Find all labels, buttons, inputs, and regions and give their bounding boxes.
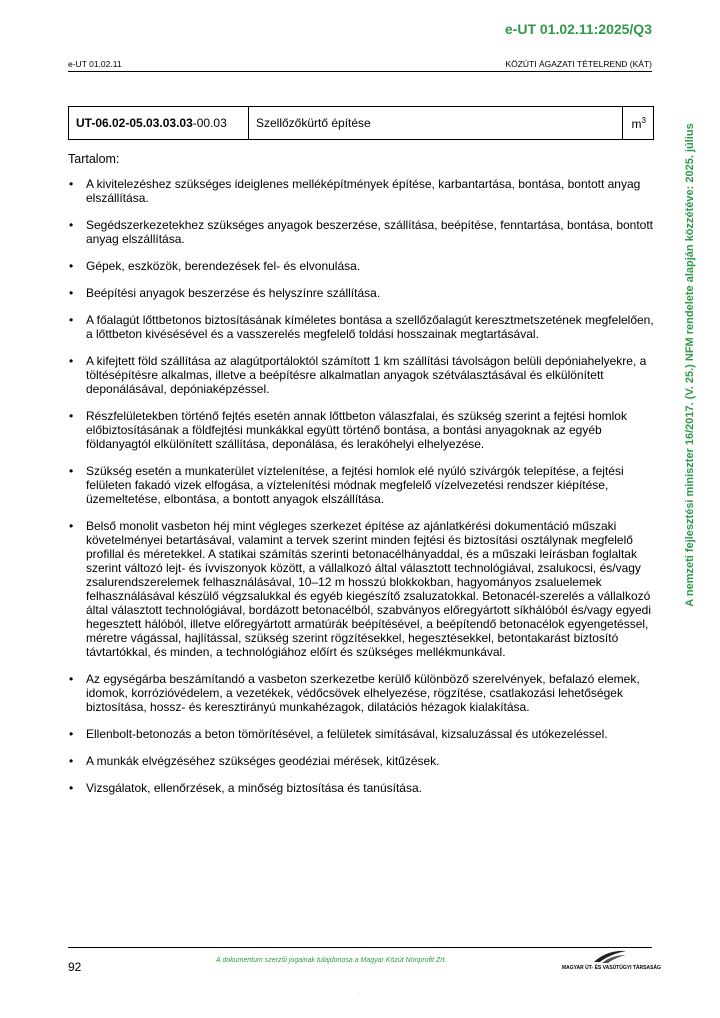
content-section	[68, 152, 654, 808]
item-name: Szellőzőkürtő építése	[249, 107, 623, 140]
item-table	[68, 106, 654, 140]
list-item	[68, 409, 654, 451]
unit-base: m	[631, 116, 642, 131]
list-item	[68, 286, 654, 300]
bullet-icon: •	[69, 409, 74, 423]
list-item-text: A kivitelezéshez szükséges ideiglenes melléképítmények építése, karbantartása, bontása, bontott anyag elszállítása.	[86, 177, 641, 205]
list-item-text: Gépek, eszközök, berendezések fel- és elvonulása.	[86, 259, 361, 273]
item-code	[69, 107, 249, 140]
list-item	[68, 727, 654, 741]
list-item	[68, 781, 654, 795]
header-right-title: KÖZÚTI ÁGAZATI TÉTELREND (KÁT)	[505, 59, 652, 69]
copyright-notice: A dokumentum szerzői jogainak tulajdonosa a Magyar Közút Nonprofit Zrt.	[216, 957, 447, 964]
item-unit	[623, 107, 654, 140]
list-item	[68, 464, 654, 506]
list-item	[68, 519, 654, 659]
list-item-text: Belső monolit vasbeton héj mint végleges szerkezet építése az ajánlatkérési dokumentáció műszaki követelményei betartásával, valamint a tervek szerint minden fejtési és biztosítási osztálynak megfelelő profillal és méretekkel. A statikai számítás szerinti betonacélhányaddal, és a műszaki leírásban foglaltak szerint változó lejt- és ívviszonyok között, a vállalkozó által választott technológiával, zsalukocsi, és/vagy zsalurendszerelemek felhasználásával, 10–12 m hosszú blokkokban, hagyományos zsaluelemek felhasználásával készülő végzsalukkal és egyéb kiegészítő zsaluzatokkal. Betonacél-szerelés a vállalkozó által választott technológiával, bordázott betonacélból, szabványos előregyártott síkhálóból és/vagy egyedi hegesztett hálóból, illetve előregyártott armatúrák beépítésével, a beépítendő betonacélok egyengetéssel, méretre vágással, hajlítással, szükség szerint rögzítésekkel, hegesztésekkel, betontakarást biztosító távtartókkal, és minden, a technológiához előírt és szükséges mellékmunkával.	[86, 519, 652, 659]
item-row	[69, 107, 654, 140]
bullet-icon: •	[69, 259, 74, 273]
list-item-text: Segédszerkezetekhez szükséges anyagok beszerzése, szállítása, beépítése, fenntartása, bontása, bontott anyag elszállítása.	[86, 218, 654, 246]
list-item-text: A főalagút lőttbetonos biztosításának kíméletes bontása a szellőzőalagút keresztmetszetének megfelelően, a lőttbeton kivésésével és a vasszerelés megfelelő toldási hosszainak megtartásával.	[86, 313, 654, 341]
logo-text: MAGYAR ÚT- ÉS VASÚTÜGYI TÁRSASÁG	[562, 965, 661, 971]
list-item	[68, 354, 654, 396]
list-item-text: Vizsgálatok, ellenőrzések, a minőség biztosítása és tanúsítása.	[86, 781, 422, 795]
bullet-icon: •	[69, 177, 74, 191]
item-code-suffix: -00.03	[192, 116, 227, 130]
footer-dot: .	[358, 990, 360, 996]
list-item-text: Beépítési anyagok beszerzése és helyszínre szállítása.	[86, 286, 381, 300]
list-item-text: Az egységárba beszámítandó a vasbeton szerkezetbe kerülő különböző szerelvények, befalazó elemek, idomok, korrózióvédelem, a vezetékek, védőcsövek elhelyezése, rögzítése, csatlakozási lehetőségek biztosítása, hossz- és keresztirányú munkahézagok, dilatációs hézagok kialakítása.	[86, 672, 640, 714]
list-item-text: Ellenbolt-betonozás a beton tömörítésével, a felületek simításával, kizsaluzással és utókezeléssel.	[86, 727, 608, 741]
list-item	[68, 177, 654, 205]
bullet-icon: •	[69, 672, 74, 686]
list-item	[68, 218, 654, 246]
document-code: e-UT 01.02.11:2025/Q3	[504, 21, 652, 37]
list-item	[68, 313, 654, 341]
list-item-text: Részfelületekben történő fejtés esetén annak lőttbeton válaszfalai, és szükség szerint a fejtési homlok előbiztosításának a földfejtési munkákkal együtt történő bontása, a bontási anyagoknak az egyéb földanyagtól elkülönített szállítása, deponálása, és lerakóhelyi elhelyezése.	[86, 409, 627, 451]
bullet-icon: •	[69, 354, 74, 368]
page-number: 92	[68, 960, 82, 974]
bullet-icon: •	[69, 781, 74, 795]
list-item-text: Szükség esetén a munkaterület víztelenítése, a fejtési homlok elé nyúló szivárgók telepítése, a fejtési felületen fakadó vizek elfogása, a víztelenítési módnak megfelelő vízelvezetési rendszer kiépítése, üzemeltetése, elbontása, a bontott anyagok elszállítása.	[86, 464, 624, 506]
content-title: Tartalom:	[68, 152, 120, 166]
company-logo	[562, 948, 661, 974]
list-item	[68, 672, 654, 714]
bullet-icon: •	[69, 754, 74, 768]
item-code-main: UT-06.02-05.03.03.03	[76, 116, 193, 130]
bullet-icon: •	[69, 218, 74, 232]
header-left-code: e-UT 01.02.11	[68, 59, 122, 69]
bullet-icon: •	[69, 519, 74, 533]
list-item	[68, 754, 654, 768]
logo-swoosh-icon	[592, 948, 628, 964]
bullet-icon: •	[69, 464, 74, 478]
list-item	[68, 259, 654, 273]
bullet-icon: •	[69, 727, 74, 741]
side-publication-note: A nemzeti fejlesztési miniszter 16/2017. (V. 25.) NFM rendelete alapján közzétéve: 2025. július	[684, 123, 696, 607]
bullet-icon: •	[69, 313, 74, 327]
unit-exponent: 3	[641, 115, 646, 125]
bullet-icon: •	[69, 286, 74, 300]
content-list	[68, 177, 654, 795]
list-item-text: A munkák elvégzéséhez szükséges geodéziai mérések, kitűzések.	[86, 754, 440, 768]
header-divider	[68, 71, 652, 72]
list-item-text: A kifejtett föld szállítása az alagútportáloktól számított 1 km szállítási távolságon belüli depóniahelyekre, a töltésépítésre alkalmas, illetve a beépítésre alkalmatlan anyagok szétválasztásával és elkülönített deponálásával, depóniaképzéssel.	[86, 354, 647, 396]
